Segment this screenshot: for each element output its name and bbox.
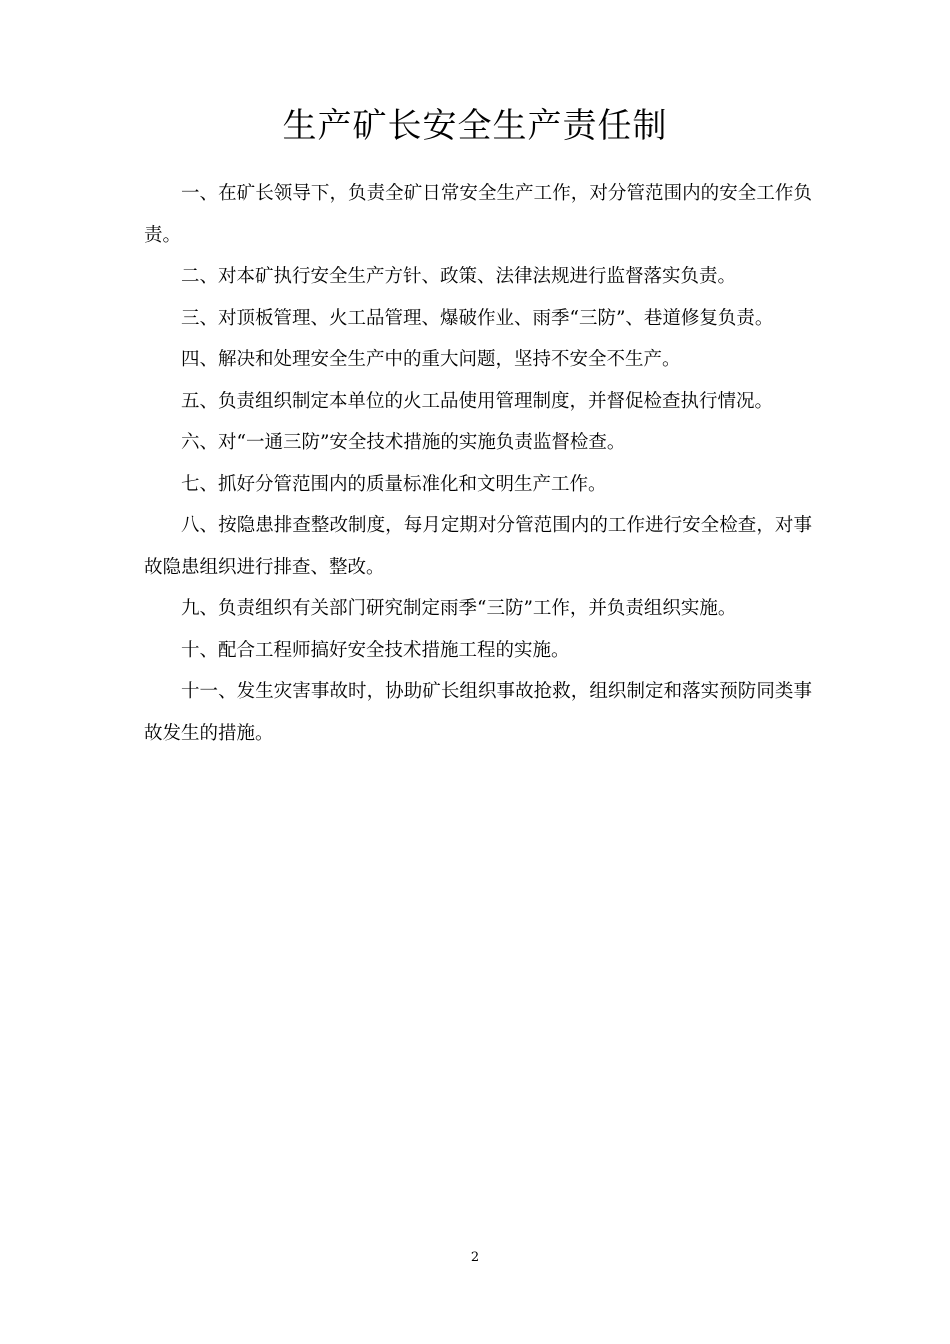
page-number: 2	[470, 1250, 480, 1265]
paragraph-item-11: 十一、发生灾害事故时，协助矿长组织事故抢救，组织制定和落实预防同类事故发生的措施。	[144, 681, 812, 744]
paragraph-item-5: 五、负责组织制定本单位的火工品使用管理制度，并督促检查执行情况。	[181, 390, 774, 412]
document-body	[144, 173, 812, 754]
paragraph-item-9: 九、负责组织有关部门研究制定雨季“三防”工作，并负责组织实施。	[181, 598, 737, 619]
document-title: 生产矿长安全生产责任制	[282, 106, 668, 146]
paragraph-item-10: 十、配合工程师搞好安全技术措施工程的实施。	[181, 639, 570, 661]
paragraph-item-8: 八、按隐患排查整改制度，每月定期对分管范围内的工作进行安全检查，对事故隐患组织进行排查、整改。	[144, 515, 812, 578]
paragraph-item-6: 六、对“一通三防”安全技术措施的实施负责监督检查。	[181, 432, 626, 453]
paragraph-item-1: 一、在矿长领导下，负责全矿日常安全生产工作，对分管范围内的安全工作负责。	[144, 183, 812, 246]
paragraph-item-2: 二、对本矿执行安全生产方针、政策、法律法规进行监督落实负责。	[181, 266, 737, 287]
paragraph-item-3: 三、对顶板管理、火工品管理、爆破作业、雨季“三防”、巷道修复负责。	[181, 307, 774, 329]
paragraph-item-7: 七、抓好分管范围内的质量标准化和文明生产工作。	[181, 473, 607, 495]
paragraph-item-4: 四、解决和处理安全生产中的重大问题，坚持不安全不生产。	[181, 349, 681, 370]
